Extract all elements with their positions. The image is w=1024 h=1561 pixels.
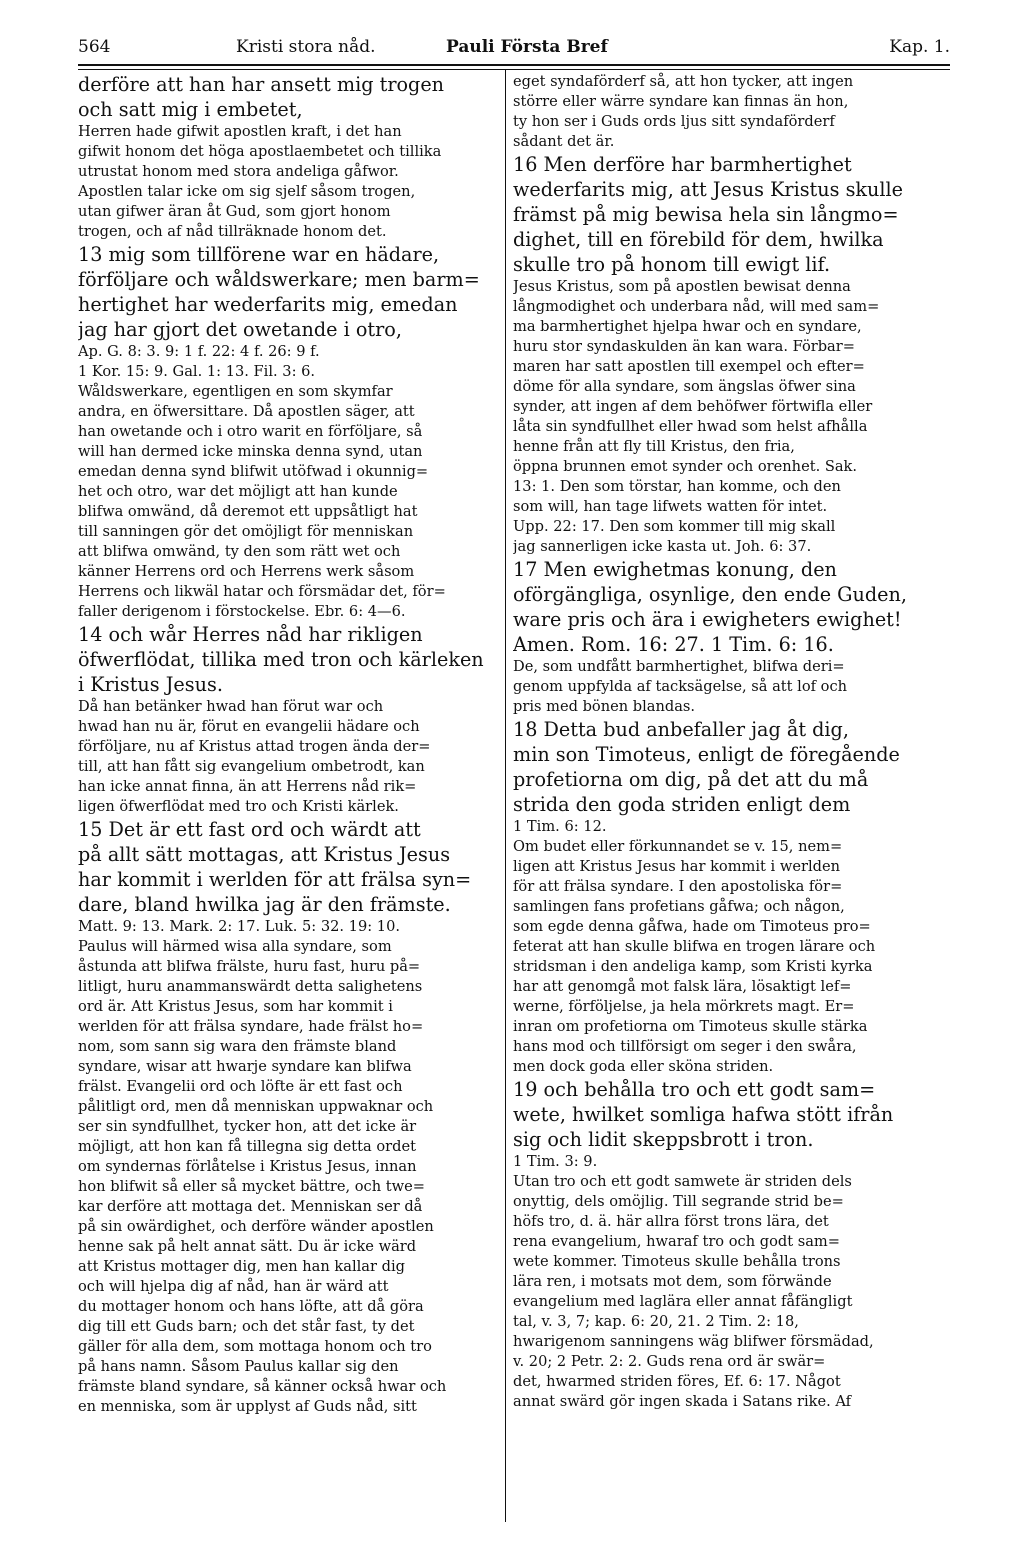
- left-column-line: Herren hade gifwit apostlen kraft, i det han: [78, 123, 402, 140]
- left-column-line: pålitligt ord, men då menniskan uppwaknar och: [78, 1098, 434, 1115]
- header-rule: [78, 64, 950, 70]
- right-column-line: 19 och behålla tro och ett godt sam=: [513, 1078, 876, 1101]
- right-column-line: oförgängliga, osynlige, den ende Guden,: [513, 583, 907, 606]
- header-center-title: Pauli Första Bref: [446, 37, 608, 57]
- left-column-line: hon blifwit så eller så mycket bättre, och twe=: [78, 1178, 425, 1195]
- right-column-line: höfs tro, d. ä. här allra först trons lära, det: [513, 1213, 829, 1230]
- right-column-line: pris med bönen blandas.: [513, 698, 696, 715]
- left-column-line: 15 Det är ett fast ord och wärdt att: [78, 818, 421, 841]
- left-column-line: henne sak på helt annat sätt. Du är icke wärd: [78, 1238, 417, 1255]
- page-number: 564: [78, 37, 111, 57]
- left-column-line: Apostlen talar icke om sig sjelf såsom trogen,: [78, 183, 416, 200]
- right-column-line: feterat att han skulle blifwa en trogen lärare och: [513, 938, 876, 955]
- right-column-line: hans mod och tillförsigt om seger i den swåra,: [513, 1038, 857, 1055]
- left-column-line: hertighet har wederfarits mig, emedan: [78, 293, 458, 316]
- left-column-line: utrustat honom med stora andeliga gåfwor.: [78, 163, 399, 180]
- left-column-line: Då han betänker hwad han förut war och: [78, 698, 384, 715]
- left-column-line: emedan denna synd blifwit utöfwad i okunnig=: [78, 463, 429, 480]
- left-column-line: en menniska, som är upplyst af Guds nåd, sitt: [78, 1398, 417, 1415]
- left-column-line: på allt sätt mottagas, att Kristus Jesus: [78, 843, 451, 866]
- left-column-line: gäller för alla dem, som mottaga honom och tro: [78, 1338, 432, 1355]
- right-column-line: men dock goda eller sköna striden.: [513, 1058, 774, 1075]
- left-column: [78, 72, 501, 1522]
- left-column-line: i Kristus Jesus.: [78, 673, 223, 696]
- left-column-line: och will hjelpa dig af nåd, han är wärd att: [78, 1278, 389, 1295]
- left-column-line: dig till ett Guds barn; och det står fast, ty det: [78, 1318, 415, 1335]
- right-column-line: långmodighet och underbara nåd, will med sam=: [513, 298, 880, 315]
- left-column-line: känner Herrens ord och Herrens werk såsom: [78, 563, 415, 580]
- right-column-line: Amen. Rom. 16: 27. 1 Tim. 6: 16.: [513, 633, 834, 656]
- left-column-line: 14 och wår Herres nåd har rikligen: [78, 623, 423, 646]
- left-column-line: han icke annat finna, än att Herrens nåd rik=: [78, 778, 417, 795]
- right-column-line: 18 Detta bud anbefaller jag åt dig,: [513, 718, 849, 741]
- right-column-line: för att frälsa syndare. I den apostoliska för=: [513, 878, 843, 895]
- right-column-line: wete, hwilket somliga hafwa stött ifrån: [513, 1103, 894, 1126]
- right-column-line: lära ren, i motsats mot dem, som förwände: [513, 1273, 832, 1290]
- right-column-line: onyttig, dels omöjlig. Till segrande strid be=: [513, 1193, 844, 1210]
- right-column-line: låta sin syndfullhet eller hwad som helst afhålla: [513, 418, 868, 435]
- right-column-line: henne från att fly till Kristus, den fria,: [513, 438, 795, 455]
- right-column-line: profetiorna om dig, på det att du må: [513, 768, 869, 791]
- left-column-line: om syndernas förlåtelse i Kristus Jesus, innan: [78, 1158, 417, 1175]
- left-column-line: åstunda att blifwa frälste, huru fast, huru på=: [78, 958, 421, 975]
- right-column-line: 1 Tim. 6: 12.: [513, 818, 607, 835]
- left-column-line: litligt, huru anammanswärdt detta salighetens: [78, 978, 423, 995]
- left-column-line: främste bland syndare, så känner också hwar och: [78, 1378, 447, 1395]
- header-chapter: Kap. 1.: [889, 37, 950, 57]
- right-column-line: som egde denna gåfwa, hade om Timoteus pro=: [513, 918, 871, 935]
- right-column-line: Utan tro och ett godt samwete är striden dels: [513, 1173, 852, 1190]
- right-column-line: 17 Men ewighetmas konung, den: [513, 558, 837, 581]
- right-column-line: jag sannerligen icke kasta ut. Joh. 6: 37.: [513, 538, 812, 555]
- right-column-line: tal, v. 3, 7; kap. 6: 20, 21. 2 Tim. 2: 18,: [513, 1313, 799, 1330]
- right-column-line: maren har satt apostlen till exempel och efter=: [513, 358, 865, 375]
- left-column-line: syndare, wisar att hwarje syndare kan blifwa: [78, 1058, 412, 1075]
- left-column-line: hwad han nu är, förut en evangelii hädare och: [78, 718, 420, 735]
- left-column-line: trogen, och af nåd tillräknade honom det.: [78, 223, 387, 240]
- right-column-line: öppna brunnen emot synder och orenhet. Sak.: [513, 458, 858, 475]
- right-column-line: sådant det är.: [513, 133, 615, 150]
- left-column-line: Matt. 9: 13. Mark. 2: 17. Luk. 5: 32. 19: 10.: [78, 918, 401, 935]
- right-column-line: annat swärd gör ingen skada i Satans rike. Af: [513, 1393, 852, 1410]
- right-column-line: ty hon ser i Guds ords ljus sitt syndaförderf: [513, 113, 835, 130]
- left-column-line: nom, som sann sig wara den främste bland: [78, 1038, 397, 1055]
- left-column-line: du mottager honom och hans löfte, att då göra: [78, 1298, 424, 1315]
- left-column-line: öfwerflödat, tillika med tron och kärleken: [78, 648, 484, 671]
- left-column-line: ser sin syndfullhet, tycker hon, att det icke är: [78, 1118, 417, 1135]
- left-column-line: Wåldswerkare, egentligen en som skymfar: [78, 383, 393, 400]
- right-column-line: samlingen fans profetians gåfwa; och någon,: [513, 898, 845, 915]
- left-column-line: till sanningen gör det omöjligt för menniskan: [78, 523, 414, 540]
- left-column-line: har kommit i werlden för att frälsa syn=: [78, 868, 472, 891]
- left-column-line: förföljare, nu af Kristus attad trogen ända der=: [78, 738, 431, 755]
- left-column-line: jag har gjort det owetande i otro,: [78, 318, 402, 341]
- left-column-line: frälst. Evangelii ord och löfte är ett fast och: [78, 1078, 403, 1095]
- left-column-line: het och otro, war det möjligt att han kunde: [78, 483, 398, 500]
- left-column-line: kar derföre att mottaga det. Menniskan ser då: [78, 1198, 423, 1215]
- right-column-line: werne, förföljelse, ja hela mörkrets magt. Er=: [513, 998, 855, 1015]
- right-column-line: hwarigenom sanningens wäg blifwer försmädad,: [513, 1333, 874, 1350]
- right-column-line: rena evangelium, hwaraf tro och godt sam=: [513, 1233, 840, 1250]
- right-column-line: ligen att Kristus Jesus har kommit i werlden: [513, 858, 840, 875]
- right-column-line: Om budet eller förkunnandet se v. 15, nem=: [513, 838, 843, 855]
- column-divider: [505, 70, 506, 1522]
- right-column-line: större eller wärre syndare kan finnas än hon,: [513, 93, 849, 110]
- left-column-line: werlden för att frälsa syndare, hade frälst ho=: [78, 1018, 424, 1035]
- left-column-line: blifwa omwänd, då deremot ett uppsåtligt hat: [78, 503, 418, 520]
- right-column-line: 1 Tim. 3: 9.: [513, 1153, 598, 1170]
- right-column-line: min son Timoteus, enligt de föregående: [513, 743, 900, 766]
- running-header: [78, 30, 950, 64]
- left-column-line: på hans namn. Såsom Paulus kallar sig den: [78, 1358, 399, 1375]
- right-column-line: strida den goda striden enligt dem: [513, 793, 851, 816]
- right-column-line: Upp. 22: 17. Den som kommer till mig skall: [513, 518, 836, 535]
- left-column-line: will han dermed icke minska denna synd, utan: [78, 443, 423, 460]
- right-column-line: främst på mig bewisa hela sin långmo=: [513, 203, 899, 226]
- left-column-line: andra, en öfwersittare. Då apostlen säger, att: [78, 403, 415, 420]
- right-column-line: stridsman i den andeliga kamp, som Kristi kyrka: [513, 958, 873, 975]
- right-column-line: synder, att ingen af dem behöfwer förtwifla eller: [513, 398, 873, 415]
- right-column-line: ware pris och ära i ewigheters ewighet!: [513, 608, 902, 631]
- right-column-line: har att genomgå mot falsk lära, lösaktigt lef=: [513, 978, 852, 995]
- left-column-line: ligen öfwerflödat med tro och Kristi kärlek.: [78, 798, 399, 815]
- right-column-line: ma barmhertighet hjelpa hwar och en syndare,: [513, 318, 862, 335]
- right-column-line: Jesus Kristus, som på apostlen bewisat denna: [513, 278, 851, 295]
- right-column-line: v. 20; 2 Petr. 2: 2. Guds rena ord är swär=: [513, 1353, 826, 1370]
- right-column-line: inran om profetiorna om Timoteus skulle stärka: [513, 1018, 868, 1035]
- left-column-line: på sin owärdighet, och derföre wänder apostlen: [78, 1218, 434, 1235]
- right-column-line: wederfarits mig, att Jesus Kristus skulle: [513, 178, 904, 201]
- left-column-line: faller derigenom i förstockelse. Ebr. 6: 4—6.: [78, 603, 406, 620]
- left-column-line: förföljare och wåldswerkare; men barm=: [78, 268, 480, 291]
- left-column-line: att Kristus mottager dig, men han kallar dig: [78, 1258, 405, 1275]
- left-column-line: utan gifwer äran åt Gud, som gjort honom: [78, 203, 391, 220]
- right-column-line: det, hwarmed striden föres, Ef. 6: 17. Något: [513, 1373, 841, 1390]
- right-column-line: evangelium med laglära eller annat fåfängligt: [513, 1293, 853, 1310]
- left-column-line: Herrens och likwäl hatar och försmädar det, för=: [78, 583, 446, 600]
- left-column-line: dare, bland hwilka jag är den främste.: [78, 893, 451, 916]
- right-column-line: De, som undfått barmhertighet, blifwa deri=: [513, 658, 845, 675]
- left-column-line: han owetande och i otro warit en förföljare, så: [78, 423, 423, 440]
- left-column-line: ord är. Att Kristus Jesus, som har kommit i: [78, 998, 393, 1015]
- right-column-line: sig och lidit skeppsbrott i tron.: [513, 1128, 814, 1151]
- left-column-line: till, att han fått sig evangelium ombetrodt, kan: [78, 758, 425, 775]
- right-column-line: huru stor syndaskulden än kan wara. Förbar=: [513, 338, 855, 355]
- left-column-line: gifwit honom det höga apostlaembetet och tillika: [78, 143, 442, 160]
- left-column-line: möjligt, att hon kan få tillegna sig detta ordet: [78, 1138, 416, 1155]
- right-column-line: skulle tro på honom till ewigt lif.: [513, 253, 831, 276]
- left-column-line: och satt mig i embetet,: [78, 98, 303, 121]
- header-left-title: Kristi stora nåd.: [236, 37, 376, 57]
- right-column: [513, 72, 950, 1522]
- right-column-line: wete kommer. Timoteus skulle behålla trons: [513, 1253, 841, 1270]
- left-column-line: 1 Kor. 15: 9. Gal. 1: 13. Fil. 3: 6.: [78, 363, 316, 380]
- right-column-line: 13: 1. Den som törstar, han komme, och den: [513, 478, 841, 495]
- left-column-line: att blifwa omwänd, ty den som rätt wet och: [78, 543, 401, 560]
- right-column-line: som will, han tage lifwets watten för intet.: [513, 498, 828, 515]
- right-column-line: eget syndaförderf så, att hon tycker, att ingen: [513, 73, 854, 90]
- right-column-line: döme för alla syndare, som ängslas öfwer sina: [513, 378, 856, 395]
- right-column-line: 16 Men derföre har barmhertighet: [513, 153, 852, 176]
- left-column-line: Ap. G. 8: 3. 9: 1 f. 22: 4 f. 26: 9 f.: [78, 343, 320, 360]
- right-column-line: dighet, till en förebild för dem, hwilka: [513, 228, 884, 251]
- right-column-line: genom uppfylda af tacksägelse, så att lof och: [513, 678, 848, 695]
- left-column-line: Paulus will härmed wisa alla syndare, som: [78, 938, 392, 955]
- left-column-line: derföre att han har ansett mig trogen: [78, 73, 445, 96]
- left-column-line: 13 mig som tillförene war en hädare,: [78, 243, 440, 266]
